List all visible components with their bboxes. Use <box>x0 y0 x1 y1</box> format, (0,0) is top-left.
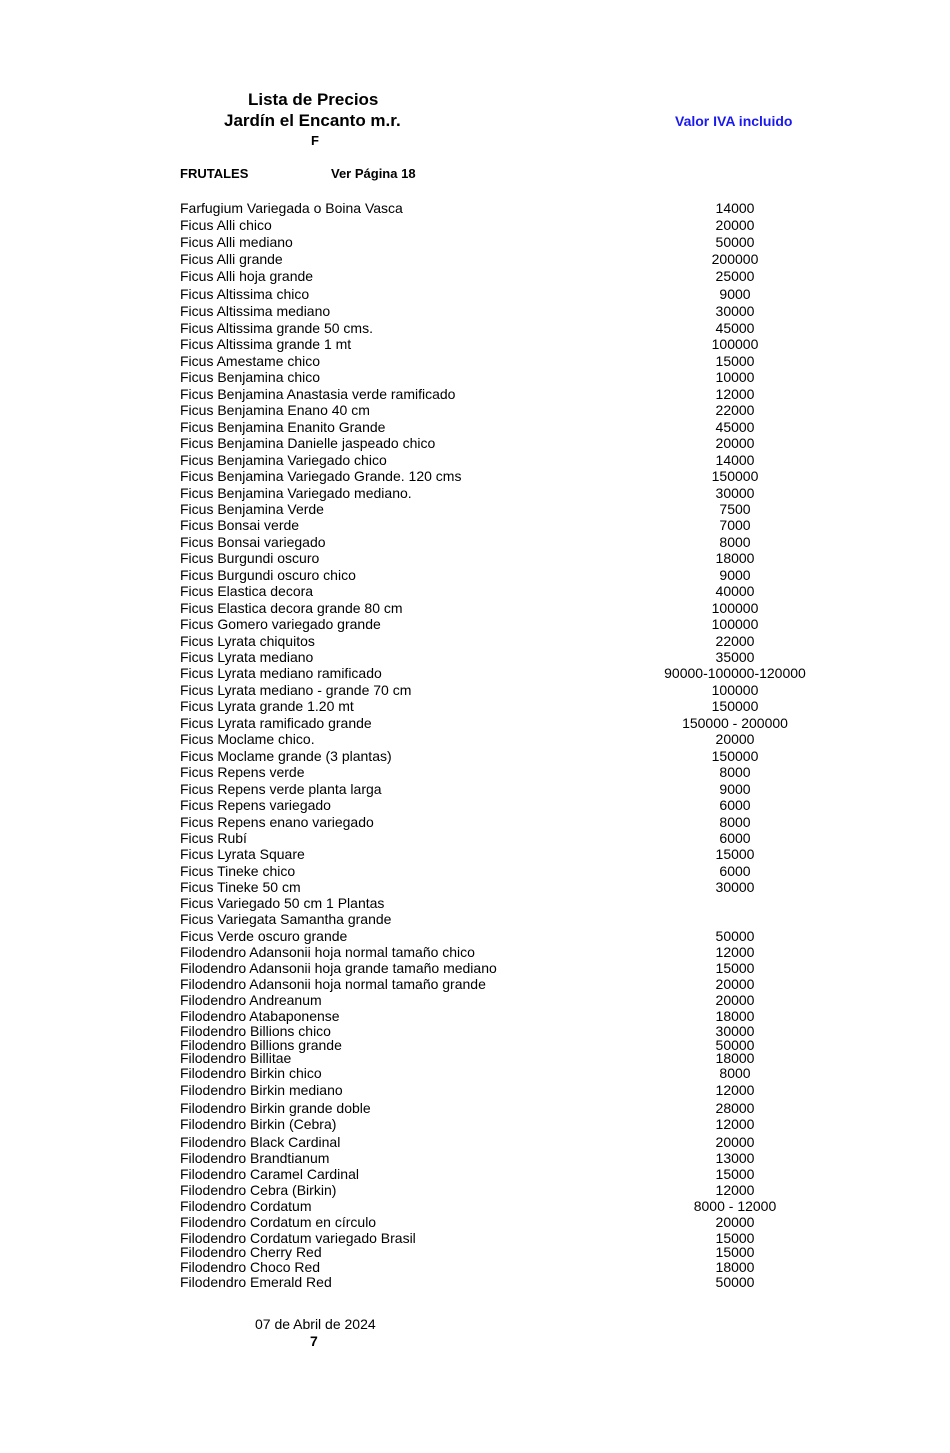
item-price: 13000 <box>715 1150 755 1166</box>
item-price: 14000 <box>715 452 755 468</box>
item-price: 200000 <box>711 251 759 267</box>
list-item <box>180 303 820 319</box>
item-name: Ficus Moclame grande (3 plantas) <box>180 748 392 764</box>
item-price: 12000 <box>715 1116 755 1132</box>
list-item <box>180 1150 820 1166</box>
item-name: Filodendro Cordatum variegado Brasil <box>180 1230 416 1246</box>
list-item <box>180 251 820 267</box>
item-price: 150000 - 200000 <box>682 715 788 731</box>
item-name: Ficus Benjamina Verde <box>180 501 324 517</box>
item-name: Ficus Rubí <box>180 830 247 846</box>
list-item <box>180 764 820 780</box>
item-price: 12000 <box>715 1182 755 1198</box>
item-price: 7000 <box>719 517 751 533</box>
item-name: Ficus Benjamina Danielle jaspeado chico <box>180 435 436 451</box>
item-price: 12000 <box>715 386 755 402</box>
item-name: Ficus Bonsai variegado <box>180 534 326 550</box>
item-price: 30000 <box>715 1023 755 1039</box>
item-name: Filodendro Cordatum en círculo <box>180 1214 377 1230</box>
item-price: 100000 <box>711 600 759 616</box>
list-item <box>180 268 820 284</box>
item-name: Ficus Bonsai verde <box>180 517 300 533</box>
index-letter: F <box>311 133 319 148</box>
see-page-reference: Ver Página 18 <box>331 166 416 181</box>
list-item <box>180 217 820 233</box>
item-price: 28000 <box>715 1100 755 1116</box>
list-item <box>180 649 820 665</box>
item-name: Filodendro Cherry Red <box>180 1244 322 1260</box>
item-price: 50000 <box>715 1274 755 1290</box>
list-item <box>180 879 820 895</box>
item-name: Filodendro Birkin (Cebra) <box>180 1116 337 1132</box>
list-item <box>180 1259 820 1275</box>
list-item <box>180 567 820 583</box>
list-item <box>180 992 820 1008</box>
item-name: Ficus Burgundi oscuro chico <box>180 567 356 583</box>
list-item <box>180 682 820 698</box>
item-price: 6000 <box>719 797 751 813</box>
item-name: Filodendro Billions grande <box>180 1037 342 1053</box>
list-item <box>180 1214 820 1230</box>
item-name: Filodendro Brandtianum <box>180 1150 330 1166</box>
list-item <box>180 928 820 944</box>
item-name: Ficus Repens verde planta larga <box>180 781 382 797</box>
item-price: 7500 <box>719 501 751 517</box>
list-item <box>180 715 820 731</box>
list-item <box>180 419 820 435</box>
item-price: 30000 <box>715 485 755 501</box>
item-name: Ficus Benjamina Variegado Grande. 120 cms <box>180 468 462 484</box>
item-price: 20000 <box>715 1134 755 1150</box>
item-price: 10000 <box>715 369 755 385</box>
item-name: Filodendro Cebra (Birkin) <box>180 1182 337 1198</box>
list-item <box>180 402 820 418</box>
item-price: 15000 <box>715 960 755 976</box>
item-price: 15000 <box>715 353 755 369</box>
list-item <box>180 234 820 250</box>
item-price: 20000 <box>715 435 755 451</box>
item-price: 9000 <box>719 286 751 302</box>
item-name: Filodendro Adansonii hoja normal tamaño chico <box>180 944 475 960</box>
item-price: 15000 <box>715 1244 755 1260</box>
item-price: 20000 <box>715 217 755 233</box>
item-name: Ficus Repens enano variegado <box>180 814 374 830</box>
item-price: 15000 <box>715 846 755 862</box>
item-name: Ficus Amestame chico <box>180 353 321 369</box>
list-item <box>180 200 820 216</box>
item-name: Filodendro Birkin chico <box>180 1065 322 1081</box>
item-price: 8000 - 12000 <box>693 1198 777 1214</box>
page-title: Lista de Precios <box>248 90 379 109</box>
item-name: Ficus Lyrata ramificado grande <box>180 715 372 731</box>
list-item <box>180 1050 820 1066</box>
list-item <box>180 616 820 632</box>
item-price: 6000 <box>719 863 751 879</box>
list-item <box>180 550 820 566</box>
item-name: Farfugium Variegada o Boina Vasca <box>180 200 403 216</box>
item-name: Ficus Benjamina Variegado mediano. <box>180 485 412 501</box>
list-item <box>180 814 820 830</box>
list-item <box>180 336 820 352</box>
list-item <box>180 468 820 484</box>
item-price: 8000 <box>719 534 751 550</box>
item-price: 30000 <box>715 303 755 319</box>
item-name: Ficus Altissima mediano <box>180 303 331 319</box>
list-item <box>180 748 820 764</box>
item-name: Ficus Repens variegado <box>180 797 331 813</box>
item-price: 50000 <box>715 1037 755 1053</box>
item-price: 25000 <box>715 268 755 284</box>
item-name: Filodendro Billitae <box>180 1050 292 1066</box>
item-name: Ficus Elastica decora grande 80 cm <box>180 600 403 616</box>
item-price: 18000 <box>715 1008 755 1024</box>
item-price: 22000 <box>715 633 755 649</box>
list-item <box>180 1082 820 1098</box>
item-price: 12000 <box>715 1082 755 1098</box>
item-name: Ficus Gomero variegado grande <box>180 616 381 632</box>
footer-date: 07 de Abril de 2024 <box>255 1316 376 1332</box>
item-name: Ficus Elastica decora <box>180 583 314 599</box>
item-name: Ficus Benjamina chico <box>180 369 321 385</box>
list-item <box>180 1166 820 1182</box>
item-price: 35000 <box>715 649 755 665</box>
item-price: 9000 <box>719 781 751 797</box>
list-item <box>180 353 820 369</box>
item-price: 18000 <box>715 1050 755 1066</box>
item-price: 8000 <box>719 764 751 780</box>
item-name: Ficus Alli hoja grande <box>180 268 314 284</box>
item-price: 100000 <box>711 616 759 632</box>
item-name: Filodendro Cordatum <box>180 1198 312 1214</box>
list-item <box>180 698 820 714</box>
list-item <box>180 517 820 533</box>
item-price: 20000 <box>715 731 755 747</box>
list-item <box>180 944 820 960</box>
item-name: Ficus Benjamina Variegado chico <box>180 452 387 468</box>
item-name: Filodendro Andreanum <box>180 992 322 1008</box>
item-name: Filodendro Adansonii hoja grande tamaño mediano <box>180 960 497 976</box>
item-name: Ficus Verde oscuro grande <box>180 928 348 944</box>
list-item <box>180 452 820 468</box>
list-item <box>180 369 820 385</box>
list-item <box>180 501 820 517</box>
iva-note: Valor IVA incluido <box>675 113 793 129</box>
item-name: Ficus Moclame chico. <box>180 731 315 747</box>
item-name: Filodendro Choco Red <box>180 1259 321 1275</box>
item-price: 18000 <box>715 1259 755 1275</box>
item-name: Filodendro Birkin mediano <box>180 1082 343 1098</box>
item-name: Ficus Lyrata Square <box>180 846 305 862</box>
item-price: 20000 <box>715 1214 755 1230</box>
item-name: Ficus Benjamina Enano 40 cm <box>180 402 370 418</box>
list-item <box>180 1100 820 1116</box>
list-item <box>180 1065 820 1081</box>
item-price: 90000-100000-120000 <box>664 665 806 681</box>
list-item <box>180 830 820 846</box>
item-price: 15000 <box>715 1230 755 1246</box>
list-item <box>180 863 820 879</box>
item-name: Ficus Variegado 50 cm 1 Plantas <box>180 895 385 911</box>
item-name: Ficus Tineke chico <box>180 863 296 879</box>
item-name: Ficus Alli mediano <box>180 234 293 250</box>
item-price: 20000 <box>715 976 755 992</box>
item-price: 8000 <box>719 1065 751 1081</box>
item-name: Filodendro Atabaponense <box>180 1008 340 1024</box>
list-item <box>180 960 820 976</box>
item-price: 12000 <box>715 944 755 960</box>
list-item <box>180 600 820 616</box>
item-name: Ficus Altissima grande 50 cms. <box>180 320 373 336</box>
item-price: 40000 <box>715 583 755 599</box>
list-item <box>180 1008 820 1024</box>
item-name: Ficus Lyrata chiquitos <box>180 633 315 649</box>
item-price: 22000 <box>715 402 755 418</box>
list-item <box>180 435 820 451</box>
list-item <box>180 797 820 813</box>
item-price: 100000 <box>711 682 759 698</box>
item-price: 50000 <box>715 234 755 250</box>
item-price: 150000 <box>711 748 759 764</box>
list-item <box>180 976 820 992</box>
item-name: Filodendro Birkin grande doble <box>180 1100 371 1116</box>
list-item <box>180 665 820 681</box>
list-item <box>180 386 820 402</box>
item-name: Filodendro Emerald Red <box>180 1274 332 1290</box>
list-item <box>180 1116 820 1132</box>
item-name: Ficus Variegata Samantha grande <box>180 911 392 927</box>
item-price: 45000 <box>715 419 755 435</box>
item-name: Ficus Tineke 50 cm <box>180 879 301 895</box>
item-name: Ficus Alli grande <box>180 251 283 267</box>
list-item <box>180 1182 820 1198</box>
list-item <box>180 781 820 797</box>
list-item <box>180 583 820 599</box>
item-name: Ficus Lyrata mediano <box>180 649 314 665</box>
item-name: Filodendro Adansonii hoja normal tamaño grande <box>180 976 486 992</box>
item-name: Ficus Altissima chico <box>180 286 310 302</box>
item-price: 9000 <box>719 567 751 583</box>
item-price: 150000 <box>711 468 759 484</box>
item-name: Ficus Lyrata mediano ramificado <box>180 665 382 681</box>
list-item <box>180 485 820 501</box>
list-item <box>180 846 820 862</box>
list-item <box>180 731 820 747</box>
list-item <box>180 895 820 911</box>
item-price: 6000 <box>719 830 751 846</box>
item-price: 15000 <box>715 1166 755 1182</box>
list-item <box>180 1134 820 1150</box>
item-name: Ficus Benjamina Anastasia verde ramificado <box>180 386 456 402</box>
item-price: 20000 <box>715 992 755 1008</box>
business-name: Jardín el Encanto m.r. <box>224 111 401 130</box>
list-item <box>180 633 820 649</box>
item-name: Filodendro Billions chico <box>180 1023 331 1039</box>
item-price: 100000 <box>711 336 759 352</box>
list-item <box>180 286 820 302</box>
item-price: 50000 <box>715 928 755 944</box>
item-name: Ficus Repens verde <box>180 764 305 780</box>
item-name: Ficus Burgundi oscuro <box>180 550 320 566</box>
item-name: Ficus Alli chico <box>180 217 272 233</box>
item-name: Ficus Lyrata mediano - grande 70 cm <box>180 682 412 698</box>
item-name: Filodendro Black Cardinal <box>180 1134 341 1150</box>
item-name: Filodendro Caramel Cardinal <box>180 1166 359 1182</box>
item-price: 45000 <box>715 320 755 336</box>
item-price: 30000 <box>715 879 755 895</box>
list-item <box>180 1274 820 1290</box>
item-name: Ficus Benjamina Enanito Grande <box>180 419 386 435</box>
item-name: Ficus Altissima grande 1 mt <box>180 336 352 352</box>
item-price: 18000 <box>715 550 755 566</box>
section-heading: FRUTALES <box>180 166 249 181</box>
list-item <box>180 911 820 927</box>
item-name: Ficus Lyrata grande 1.20 mt <box>180 698 354 714</box>
list-item <box>180 1244 820 1260</box>
list-item <box>180 320 820 336</box>
item-price: 14000 <box>715 200 755 216</box>
list-item <box>180 1198 820 1214</box>
item-price: 8000 <box>719 814 751 830</box>
item-price: 150000 <box>711 698 759 714</box>
list-item <box>180 534 820 550</box>
page-number: 7 <box>310 1333 318 1349</box>
